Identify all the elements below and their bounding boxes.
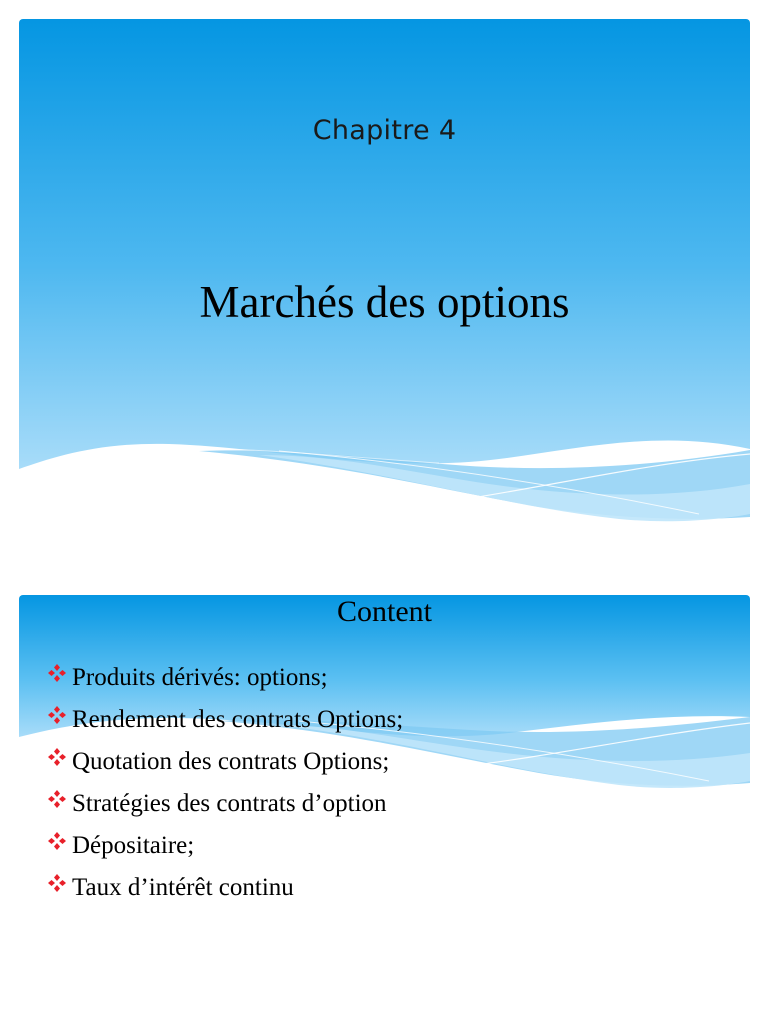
list-item-label: Quotation des contrats Options;: [72, 748, 390, 775]
four-diamond-bullet-icon: [47, 789, 67, 809]
list-item: [47, 741, 403, 783]
list-item-label: Rendement des contrats Options;: [72, 706, 404, 733]
slide-title: Marchés des options: [199, 277, 570, 327]
four-diamond-bullet-icon: [47, 873, 67, 893]
content-list: [47, 657, 403, 909]
list-item: [47, 825, 403, 867]
title-slide: [19, 19, 750, 536]
four-diamond-bullet-icon: [47, 705, 67, 725]
list-item-label: Taux d’intérêt continu: [72, 874, 294, 901]
content-slide: [19, 595, 750, 940]
list-item: [47, 657, 403, 699]
chapter-label: Chapitre 4: [312, 115, 457, 146]
four-diamond-bullet-icon: [47, 663, 67, 683]
list-item: [47, 699, 403, 741]
list-item: [47, 783, 403, 825]
content-title: Content: [337, 595, 432, 628]
list-item-label: Produits dérivés: options;: [72, 664, 328, 691]
four-diamond-bullet-icon: [47, 747, 67, 767]
list-item: [47, 867, 403, 909]
list-item-label: Dépositaire;: [72, 832, 195, 859]
list-item-label: Stratégies des contrats d’option: [72, 790, 387, 817]
four-diamond-bullet-icon: [47, 831, 67, 851]
